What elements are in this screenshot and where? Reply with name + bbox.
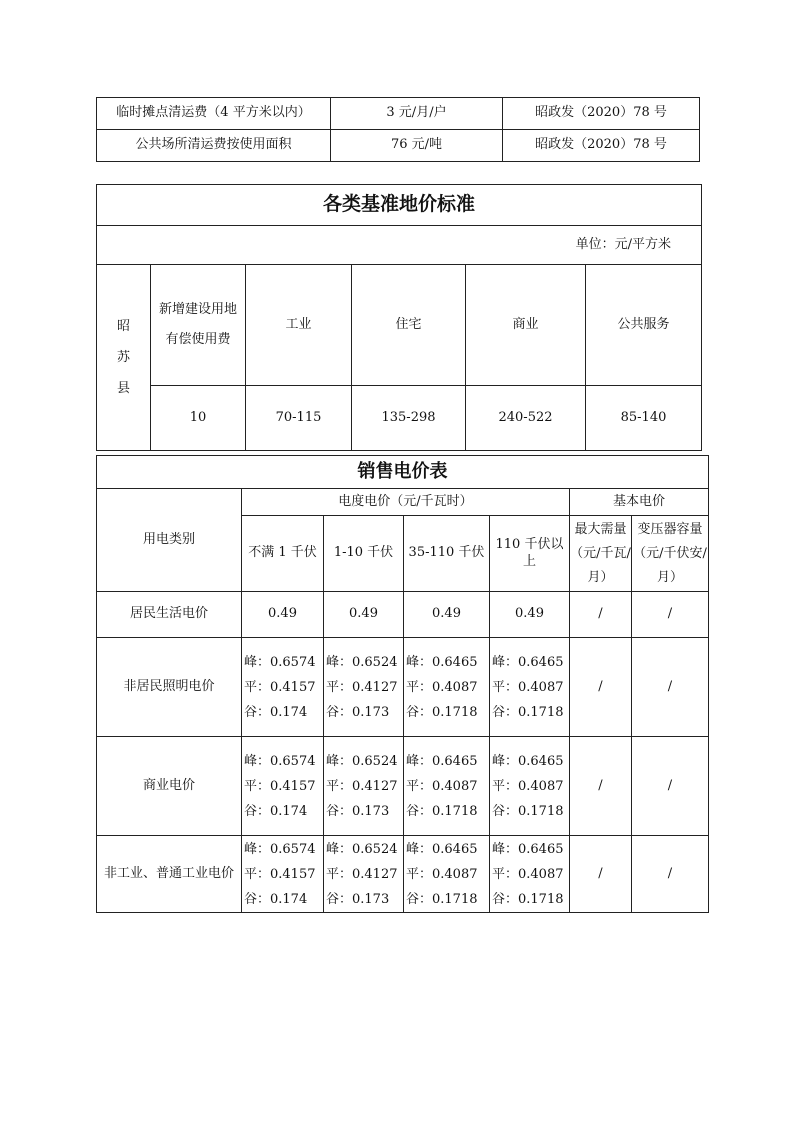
voltage-level: 110 千伏以上 [490, 516, 570, 592]
land-value: 10 [151, 386, 246, 451]
county-name: 昭 苏 县 [97, 265, 151, 451]
basic-cell: / [632, 737, 709, 836]
tou-price-cell: 峰：0.6465 平：0.4087 谷：0.1718 [490, 638, 570, 737]
tou-price-cell: 峰：0.6574 平：0.4157 谷：0.174 [242, 737, 324, 836]
price-cell: 0.49 [242, 592, 324, 638]
land-price-unit: 单位：元/平方米 [97, 226, 702, 265]
fee-item: 临时摊点清运费（4 平方米以内） [97, 98, 331, 130]
tou-price-cell: 峰：0.6524 平：0.4127 谷：0.173 [324, 638, 404, 737]
price-cell: 0.49 [404, 592, 490, 638]
tou-price-cell: 峰：0.6465 平：0.4087 谷：0.1718 [404, 638, 490, 737]
table-row [97, 386, 702, 451]
fee-table [96, 97, 700, 162]
basic-col-header: 变压器容量（元/千伏安/月） [632, 516, 709, 592]
basic-cell: / [632, 592, 709, 638]
land-value: 240-522 [466, 386, 586, 451]
table-row [97, 130, 700, 162]
tou-price-cell: 峰：0.6574 平：0.4157 谷：0.174 [242, 836, 324, 913]
fee-price: 3 元/月/户 [331, 98, 503, 130]
tou-price-cell: 峰：0.6465 平：0.4087 谷：0.1718 [490, 836, 570, 913]
table-row [97, 638, 709, 737]
land-header: 工业 [246, 265, 352, 386]
basic-cell: / [632, 638, 709, 737]
basic-price-header: 基本电价 [570, 489, 709, 516]
tou-price-cell: 峰：0.6524 平：0.4127 谷：0.173 [324, 836, 404, 913]
land-value: 135-298 [352, 386, 466, 451]
fee-item: 公共场所清运费按使用面积 [97, 130, 331, 162]
voltage-level: 1-10 千伏 [324, 516, 404, 592]
land-header: 公共服务 [586, 265, 702, 386]
tou-price-cell: 峰：0.6465 平：0.4087 谷：0.1718 [490, 737, 570, 836]
tou-price-cell: 峰：0.6465 平：0.4087 谷：0.1718 [404, 836, 490, 913]
energy-price-header: 电度电价（元/千瓦时） [242, 489, 570, 516]
land-price-title: 各类基准地价标准 [97, 185, 702, 226]
land-header: 商业 [466, 265, 586, 386]
fee-doc: 昭政发（2020）78 号 [503, 98, 700, 130]
electricity-title: 销售电价表 [97, 456, 709, 489]
land-price-table [96, 184, 702, 451]
land-header: 新增建设用地有偿使用费 [151, 265, 246, 386]
land-header: 住宅 [352, 265, 466, 386]
fee-price: 76 元/吨 [331, 130, 503, 162]
tou-price-cell: 峰：0.6465 平：0.4087 谷：0.1718 [404, 737, 490, 836]
table-row [97, 265, 702, 386]
electricity-price-table [96, 455, 709, 913]
voltage-level: 35-110 千伏 [404, 516, 490, 592]
category-name: 非居民照明电价 [97, 638, 242, 737]
voltage-level: 不满 1 千伏 [242, 516, 324, 592]
basic-cell: / [632, 836, 709, 913]
price-cell: 0.49 [324, 592, 404, 638]
category-header: 用电类别 [97, 489, 242, 592]
basic-cell: / [570, 592, 632, 638]
table-row [97, 836, 709, 913]
basic-cell: / [570, 737, 632, 836]
category-name: 非工业、普通工业电价 [97, 836, 242, 913]
tou-price-cell: 峰：0.6524 平：0.4127 谷：0.173 [324, 737, 404, 836]
basic-cell: / [570, 638, 632, 737]
basic-cell: / [570, 836, 632, 913]
table-row [97, 737, 709, 836]
table-row [97, 98, 700, 130]
basic-col-header: 最大需量（元/千瓦/月） [570, 516, 632, 592]
table-row [97, 489, 709, 516]
fee-doc: 昭政发（2020）78 号 [503, 130, 700, 162]
land-value: 85-140 [586, 386, 702, 451]
table-row [97, 592, 709, 638]
category-name: 商业电价 [97, 737, 242, 836]
tou-price-cell: 峰：0.6574 平：0.4157 谷：0.174 [242, 638, 324, 737]
price-cell: 0.49 [490, 592, 570, 638]
land-value: 70-115 [246, 386, 352, 451]
category-name: 居民生活电价 [97, 592, 242, 638]
